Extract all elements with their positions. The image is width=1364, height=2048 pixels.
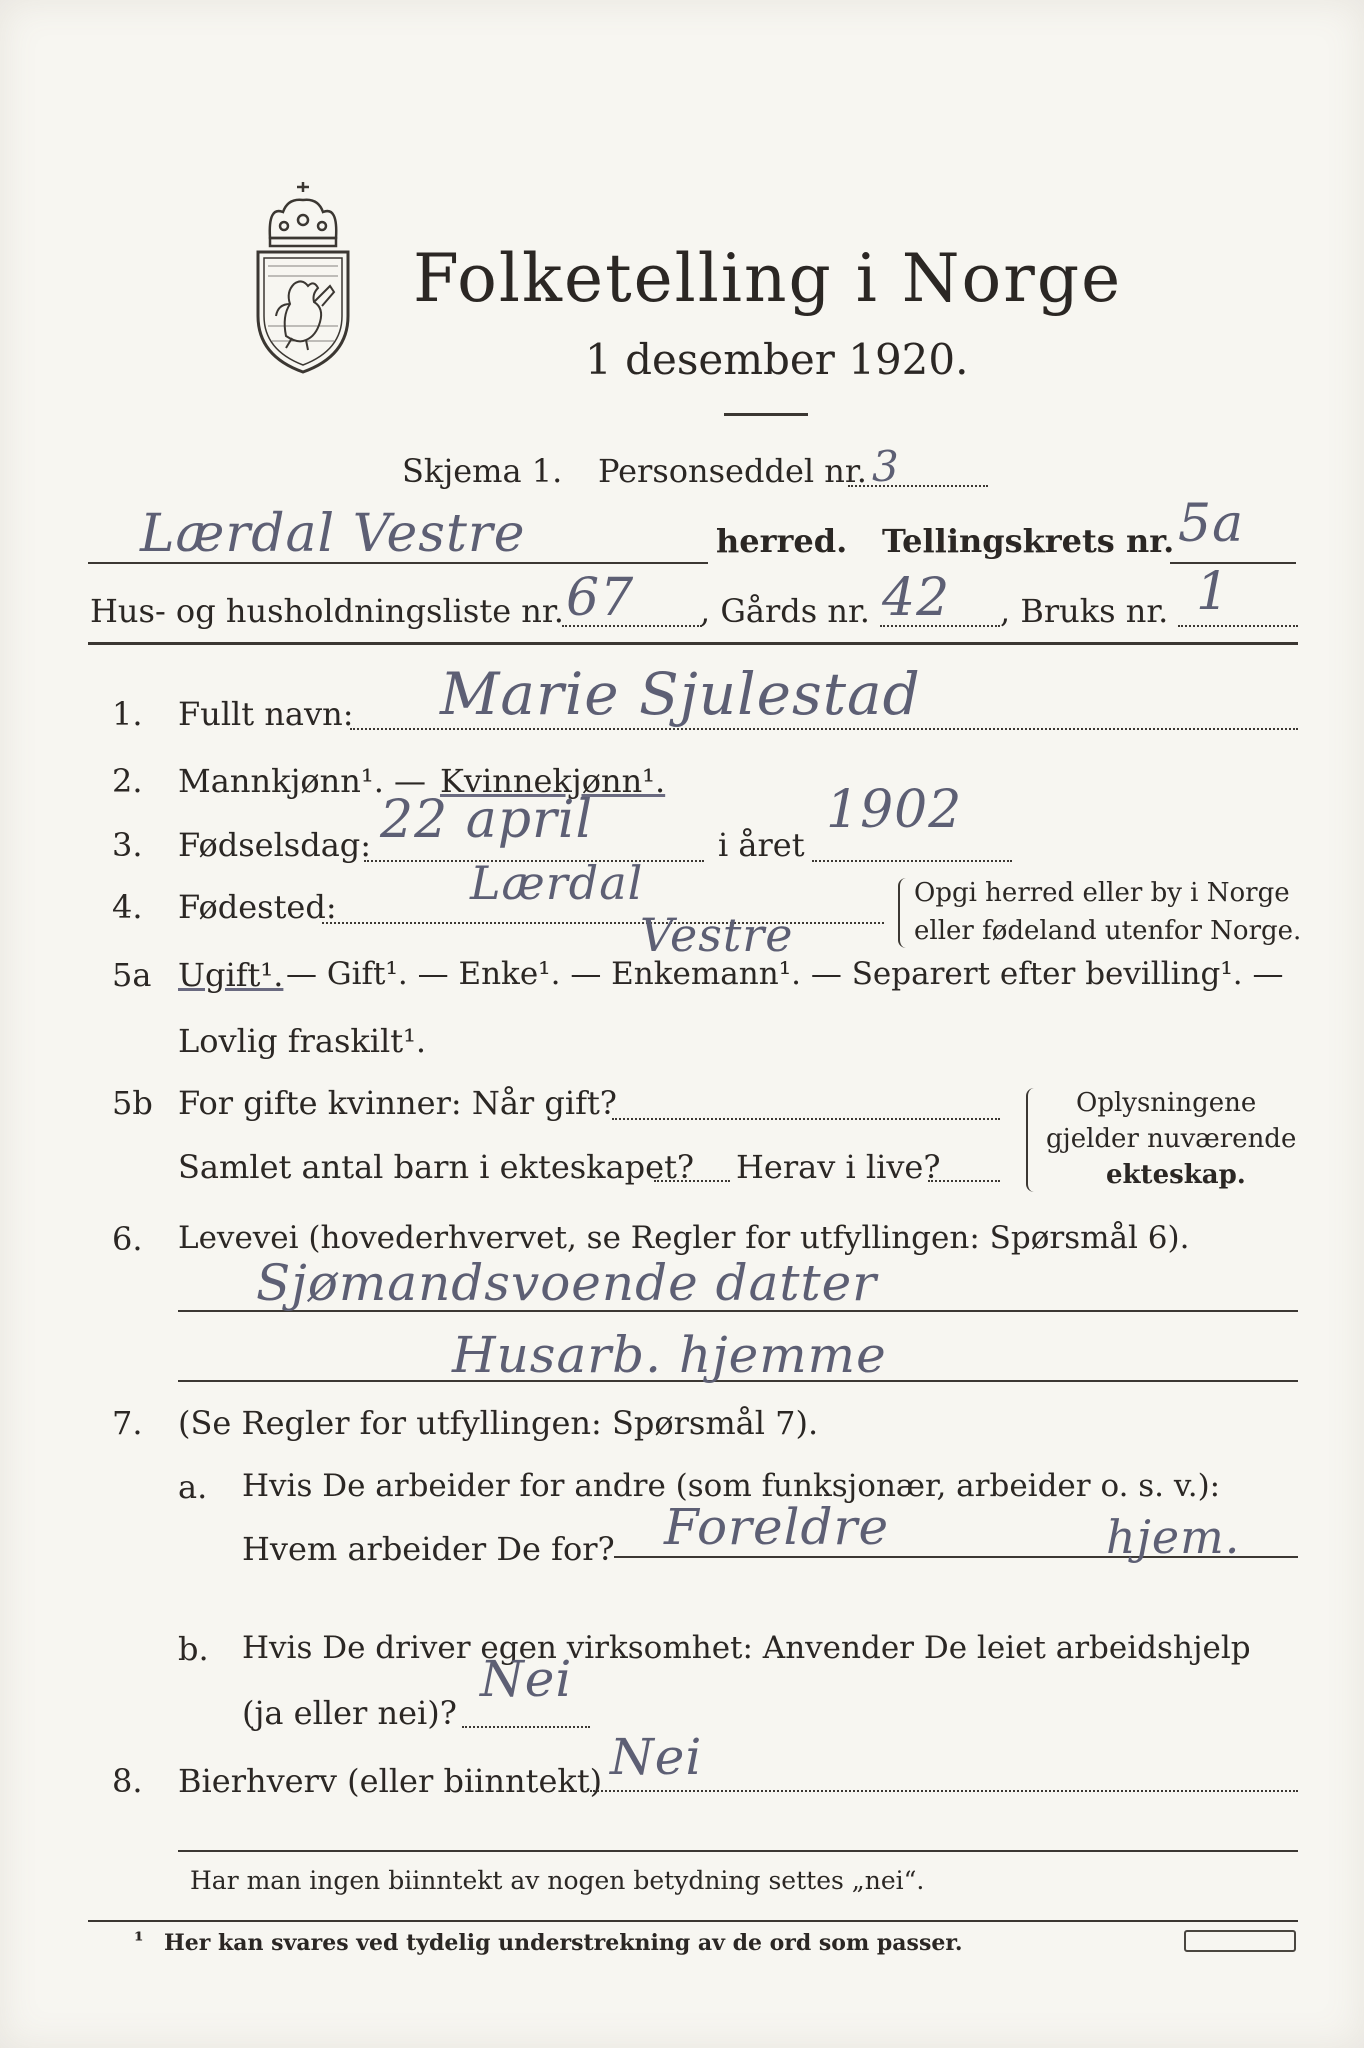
q5a-number: 5a — [112, 956, 152, 994]
q5b-alive-label: Herav i live? — [736, 1148, 941, 1186]
q2-mannkjonn[interactable]: Mannkjønn¹. — — [178, 762, 427, 800]
q7-label: (Se Regler for utfyllingen: Spørsmål 7). — [178, 1404, 819, 1442]
q1-line — [350, 728, 1298, 730]
q8-number: 8. — [112, 1762, 143, 1800]
q5a-ugift[interactable]: Ugift¹. — [178, 956, 284, 994]
occupation-value-a[interactable]: Sjømandsvoende datter — [256, 1254, 878, 1312]
q4-note-line2: eller fødeland utenfor Norge. — [914, 916, 1302, 946]
herred-label: herred. — [716, 522, 848, 560]
q5b-note-line2: gjelder nuværende — [1046, 1124, 1297, 1154]
birthplace-value-a[interactable]: Lærdal — [470, 856, 644, 910]
skjema-label: Skjema 1. — [402, 452, 563, 490]
footnote-mark: ¹ — [134, 1928, 144, 1954]
form-date: 1 desember 1920. — [585, 335, 969, 384]
q7a-letter: a. — [178, 1468, 208, 1506]
herred-line — [88, 562, 708, 564]
personseddel-line — [848, 485, 988, 487]
q7b-label2: (ja eller nei)? — [242, 1694, 457, 1732]
q3-number: 3. — [112, 826, 143, 864]
hus-value[interactable]: 67 — [566, 568, 635, 628]
q2-kvinnekjonn[interactable]: Kvinnekjønn¹. — [440, 762, 666, 800]
q5a-fraskilt[interactable]: Lovlig fraskilt¹. — [178, 1022, 427, 1060]
q3-year-label: i året — [718, 826, 805, 864]
q3-label: Fødselsdag: — [178, 826, 372, 864]
side-income-value[interactable]: Nei — [610, 1728, 703, 1786]
q5b-note-line3: ekteskap. — [1106, 1160, 1246, 1190]
q5b-children-line — [654, 1180, 730, 1182]
employer-value-b[interactable]: hjem. — [1106, 1510, 1241, 1564]
bruks-label: , Bruks nr. — [1000, 592, 1169, 630]
q1-label: Fullt navn: — [178, 695, 354, 733]
q5b-married-line — [612, 1118, 1000, 1120]
title-divider — [724, 413, 808, 416]
bruks-line — [1178, 625, 1298, 627]
q5b-note-brace — [1026, 1088, 1038, 1192]
q4-line — [322, 922, 884, 924]
q8-label: Bierhverv (eller biinntekt) — [178, 1762, 603, 1800]
personseddel-value[interactable]: 3 — [872, 442, 900, 491]
q7-number: 7. — [112, 1404, 143, 1442]
q5b-note-line1: Oplysningene — [1076, 1088, 1257, 1118]
q4-label: Fødested: — [178, 888, 337, 926]
q5b-label: For gifte kvinner: Når gift? — [178, 1084, 617, 1122]
q6-label: Levevei (hovederhvervet, se Regler for utfyllingen: Spørsmål 6). — [178, 1220, 1190, 1256]
q7b-line — [462, 1726, 590, 1728]
q3-year-line — [812, 860, 1012, 862]
footnote-divider — [88, 1920, 1298, 1922]
q8-line2 — [178, 1850, 1298, 1852]
q7b-label: Hvis De driver egen virksomhet: Anvender De leiet arbeidshjelp — [242, 1630, 1251, 1666]
q7a-label: Hvis De arbeider for andre (som funksjonær, arbeider o. s. v.): — [242, 1468, 1221, 1504]
herred-value[interactable]: Lærdal Vestre — [140, 504, 526, 564]
q7a-employer-label: Hvem arbeider De for? — [242, 1530, 615, 1568]
q5b-children-label: Samlet antal barn i ekteskapet? — [178, 1148, 695, 1186]
q7b-letter: b. — [178, 1630, 209, 1668]
tellingskrets-line — [1170, 562, 1296, 564]
q1-number: 1. — [112, 695, 143, 733]
gards-value[interactable]: 42 — [882, 568, 951, 628]
header-divider — [88, 642, 1298, 645]
gards-label: , Gårds nr. — [700, 592, 870, 630]
coat-of-arms-icon — [248, 176, 358, 376]
hus-label: Hus- og husholdningsliste nr. — [90, 592, 564, 630]
hired-help-value[interactable]: Nei — [480, 1650, 573, 1708]
q6-number: 6. — [112, 1220, 143, 1258]
footnote-text: Her kan svares ved tydelig understrekning av de ord som passer. — [164, 1930, 963, 1956]
q8-note: Har man ingen biinntekt av nogen betydning settes „nei“. — [190, 1866, 925, 1895]
form-title: Folketelling i Norge — [413, 240, 1123, 317]
occupation-value-b[interactable]: Husarb. hjemme — [452, 1326, 887, 1384]
birthplace-value-b[interactable]: Vestre — [640, 908, 794, 962]
q4-note-brace — [898, 878, 910, 948]
printer-stamp-icon — [1184, 1930, 1296, 1952]
q4-number: 4. — [112, 888, 143, 926]
bruks-value[interactable]: 1 — [1196, 562, 1231, 622]
birthday-value[interactable]: 22 april — [380, 790, 594, 850]
q5b-number: 5b — [112, 1084, 153, 1122]
personseddel-label: Personseddel nr. — [598, 452, 867, 490]
q2-number: 2. — [112, 762, 143, 800]
q8-line — [590, 1790, 1298, 1792]
tellingskrets-label: Tellingskrets nr. — [882, 522, 1175, 560]
employer-value-a[interactable]: Foreldre — [664, 1498, 890, 1556]
q5b-alive-line — [928, 1180, 1000, 1182]
q4-note-line1: Opgi herred eller by i Norge — [914, 878, 1290, 908]
birth-year-value[interactable]: 1902 — [826, 780, 963, 840]
q5a-options[interactable]: — Gift¹. — Enke¹. — Enkemann¹. — Separert efter bevilling¹. — — [286, 956, 1284, 992]
tellingskrets-value[interactable]: 5a — [1178, 494, 1245, 554]
full-name-value[interactable]: Marie Sjulestad — [440, 660, 921, 728]
